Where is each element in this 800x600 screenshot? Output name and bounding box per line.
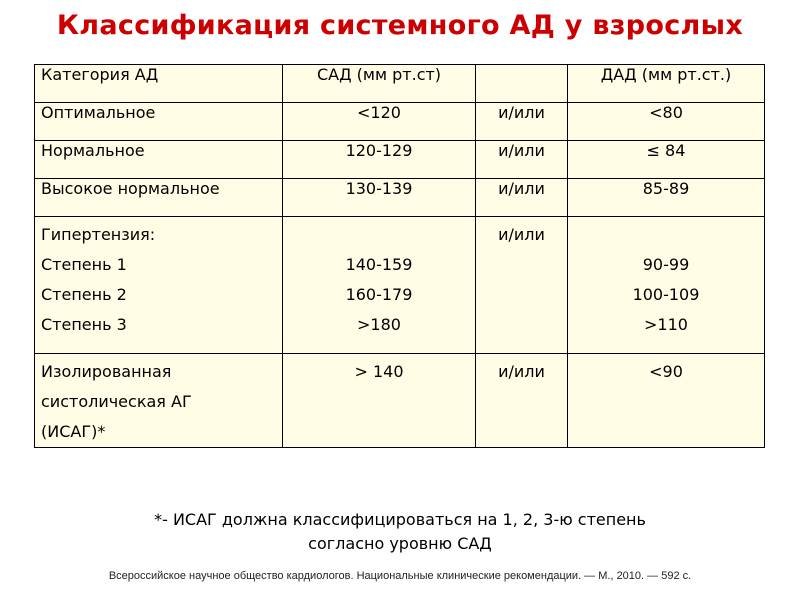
header-empty [476, 65, 568, 103]
category-cell: Высокое нормальное [35, 179, 283, 217]
degree-label: Степень 1 [41, 255, 127, 274]
footnote-line: *- ИСАГ должна классифицироваться на 1, 2, 3-ю степень [154, 510, 646, 529]
dad-cell: ≤ 84 [568, 141, 765, 179]
table-header-row [35, 65, 765, 103]
category-cell: Нормальное [35, 141, 283, 179]
degree-label: Степень 2 [41, 285, 127, 304]
dad-value: <90 [649, 362, 683, 381]
table-row [35, 103, 765, 141]
table-row [35, 141, 765, 179]
isag-line: Изолированная [41, 362, 172, 381]
conj-cell: и/или [476, 141, 568, 179]
conj-value: и/или [498, 225, 545, 244]
sad-value: > 140 [354, 362, 404, 381]
sad-cell: <120 [283, 103, 476, 141]
isag-line: систолическая АГ [41, 392, 192, 411]
hypertension-row [35, 217, 765, 354]
footnote [0, 508, 800, 556]
header-dad: ДАД (мм рт.ст.) [568, 65, 765, 103]
dad-value: >110 [644, 315, 688, 334]
hypertension-conj-cell [476, 217, 568, 354]
footnote-line: согласно уровню САД [308, 534, 492, 553]
dad-value: 100-109 [632, 285, 700, 304]
hypertension-heading: Гипертензия: [41, 225, 156, 244]
hypertension-category-cell [35, 217, 283, 354]
isag-sad-cell [283, 354, 476, 448]
sad-value: 160-179 [345, 285, 413, 304]
dad-cell: 85-89 [568, 179, 765, 217]
sad-value: 140-159 [345, 255, 413, 274]
isag-category-cell [35, 354, 283, 448]
dad-cell: <80 [568, 103, 765, 141]
isag-conj-cell [476, 354, 568, 448]
sad-value: >180 [357, 315, 401, 334]
dad-value: 90-99 [642, 255, 690, 274]
conj-cell: и/или [476, 103, 568, 141]
isag-row [35, 354, 765, 448]
header-category: Категория АД [35, 65, 283, 103]
isag-dad-cell [568, 354, 765, 448]
isag-line: (ИСАГ)* [41, 422, 106, 441]
header-sad: САД (мм рт.ст) [283, 65, 476, 103]
conj-cell: и/или [476, 179, 568, 217]
sad-cell: 130-139 [283, 179, 476, 217]
hypertension-sad-cell [283, 217, 476, 354]
bp-classification-table [34, 64, 765, 448]
reference-citation: Всероссийское научное общество кардиологов. Национальные клинические рекомендации. — М., 2010. — 592 с. [108, 570, 692, 582]
conj-value: и/или [498, 362, 545, 381]
hypertension-dad-cell [568, 217, 765, 354]
table-row [35, 179, 765, 217]
sad-cell: 120-129 [283, 141, 476, 179]
page-title: Классификация системного АД у взрослых [56, 10, 744, 41]
degree-label: Степень 3 [41, 315, 127, 334]
category-cell: Оптимальное [35, 103, 283, 141]
